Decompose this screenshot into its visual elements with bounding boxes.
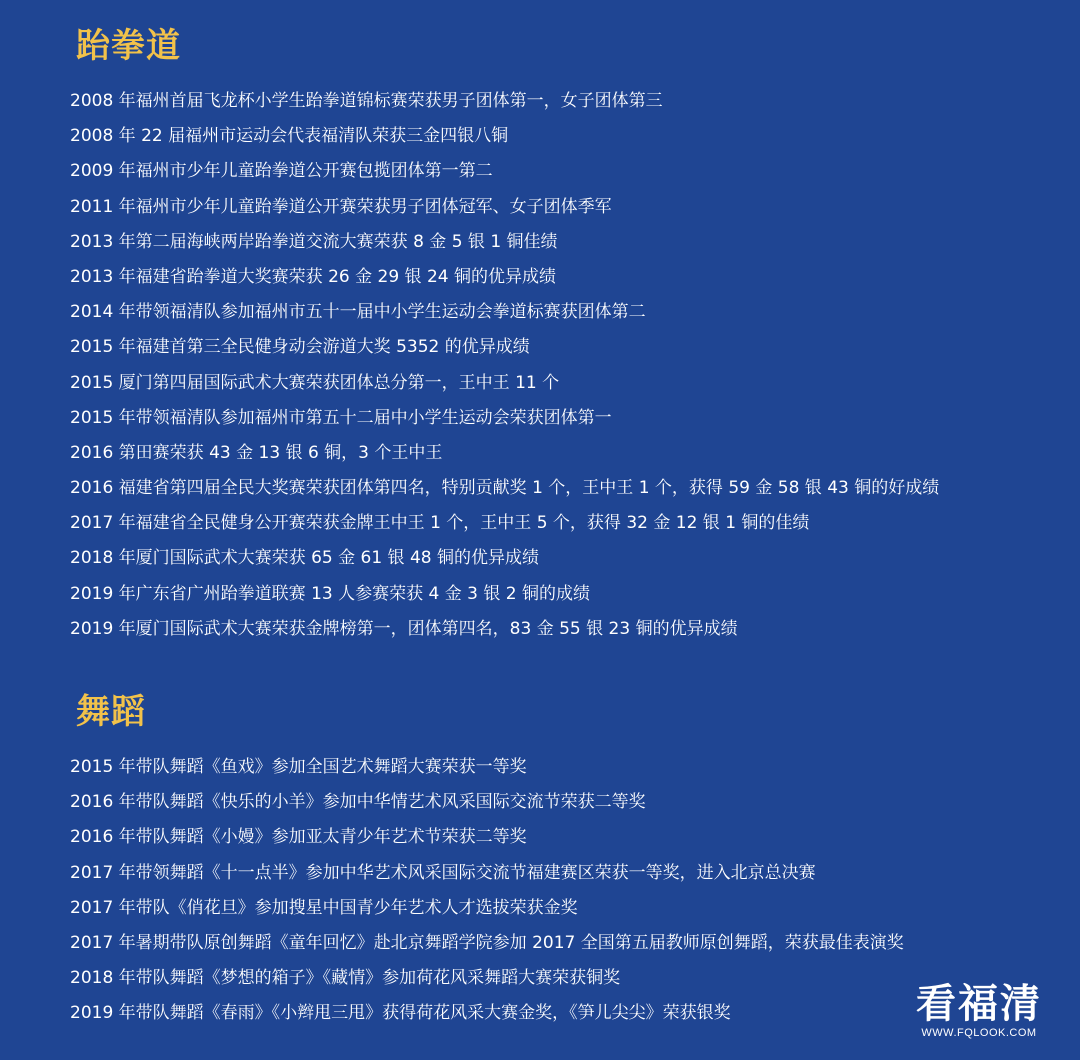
list-item: 2016 第田赛荣获 43 金 13 银 6 铜，3 个王中王 — [70, 442, 443, 463]
list-item: 2008 年福州首届飞龙杯小学生跆拳道锦标赛荣获男子团体第一，女子团体第三 — [70, 91, 663, 111]
list-item: 2017 年暑期带队原创舞蹈《童年回忆》赴北京舞蹈学院参加 2017 全国第五届教师原创舞蹈，荣获最佳表演奖 — [70, 932, 904, 953]
list-item: 2015 年福建首第三全民健身动会游道大奖 5352 的优异成绩 — [70, 337, 530, 358]
list-item: 2019 年广东省广州跆拳道联赛 13 人参赛荣获 4 金 3 银 2 铜的成绩 — [70, 583, 590, 604]
list-item: 2017 年福建省全民健身公开赛荣获金牌王中王 1 个，王中王 5 个，获得 32 金 12 银 1 铜的佳绩 — [70, 513, 810, 534]
dance-title: 舞蹈 — [76, 692, 146, 732]
taekwondo-list — [70, 84, 1060, 647]
list-item: 2015 年带领福清队参加福州市第五十二届中小学生运动会荣获团体第一 — [70, 407, 612, 428]
list-item: 2016 年带队舞蹈《小嫚》参加亚太青少年艺术节荣获二等奖 — [70, 827, 527, 848]
list-item: 2015 年带队舞蹈《鱼戏》参加全国艺术舞蹈大赛荣获一等奖 — [70, 757, 527, 777]
list-item: 2018 年厦门国际武术大赛荣获 65 金 61 银 48 铜的优异成绩 — [70, 548, 539, 569]
watermark — [904, 982, 1054, 1040]
list-item: 2017 年带领舞蹈《十一点半》参加中华艺术风采国际交流节福建赛区荣获一等奖，进入北京总决赛 — [70, 862, 816, 883]
list-item: 2008 年 22 届福州市运动会代表福清队荣获三金四银八铜 — [70, 126, 509, 147]
list-item: 2013 年第二届海峡两岸跆拳道交流大赛荣获 8 金 5 银 1 铜佳绩 — [70, 231, 558, 252]
list-item: 2013 年福建省跆拳道大奖赛荣获 26 金 29 银 24 铜的优异成绩 — [70, 266, 556, 287]
list-item: 2018 年带队舞蹈《梦想的箱子》《藏情》参加荷花风采舞蹈大赛荣获铜奖 — [70, 968, 621, 989]
list-item: 2019 年带队舞蹈《春雨》《小辫甩三甩》获得荷花风采大赛金奖，《笋儿尖尖》荣获银奖 — [70, 1003, 731, 1024]
taekwondo-section — [70, 22, 1060, 647]
dance-section — [70, 688, 1060, 1032]
taekwondo-title: 跆拳道 — [76, 26, 181, 66]
watermark-logo: 看福清 — [916, 981, 1042, 1027]
list-item: 2011 年福州市少年儿童跆拳道公开赛荣获男子团体冠军、女子团体季军 — [70, 196, 612, 217]
watermark-url: WWW.FQLOOK.COM — [921, 1027, 1037, 1039]
list-item: 2017 年带队《俏花旦》参加搜星中国青少年艺术人才选拔荣获金奖 — [70, 897, 578, 918]
list-item: 2016 年带队舞蹈《快乐的小羊》参加中华情艺术风采国际交流节荣获二等奖 — [70, 792, 646, 813]
list-item: 2009 年福州市少年儿童跆拳道公开赛包揽团体第一第二 — [70, 161, 493, 182]
list-item: 2016 福建省第四届全民大奖赛荣获团体第四名，特别贡献奖 1 个，王中王 1 个，获得 59 金 58 银 43 铜的好成绩 — [70, 478, 940, 499]
list-item: 2014 年带领福清队参加福州市五十一届中小学生运动会拳道标赛获团体第二 — [70, 302, 646, 323]
list-item: 2015 厦门第四届国际武术大赛荣获团体总分第一，王中王 11 个 — [70, 372, 560, 393]
list-item: 2019 年厦门国际武术大赛荣获金牌榜第一，团体第四名，83 金 55 银 23 铜的优异成绩 — [70, 618, 738, 639]
